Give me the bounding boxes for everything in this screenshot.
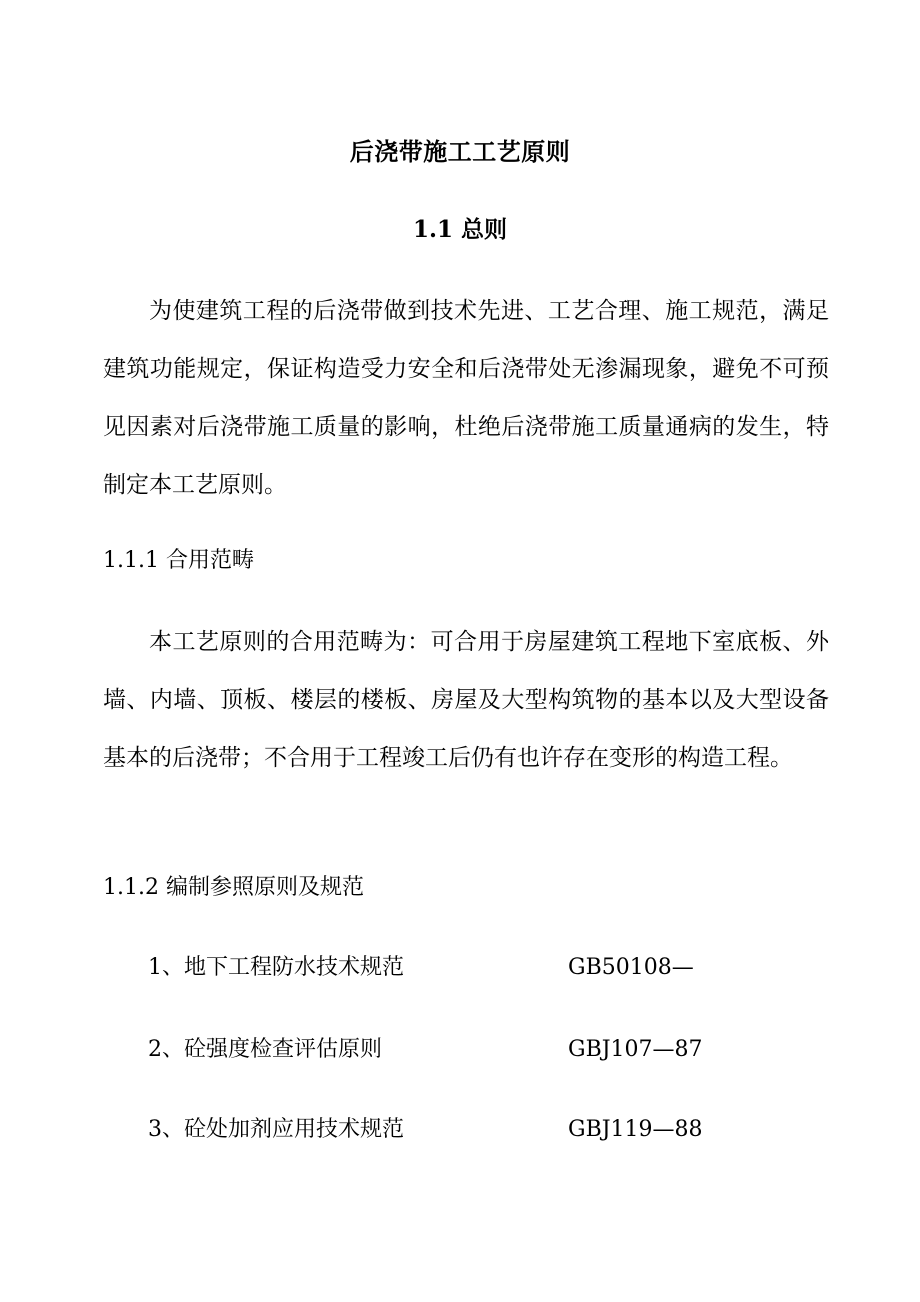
reference-name: 1、地下工程防水技术规范 [148, 955, 404, 980]
reference-name: 3、砼处加剂应用技术规范 [148, 1117, 404, 1142]
scope-paragraph: 本工艺原则的合用范畴为：可合用于房屋建筑工程地下室底板、外墙、内墙、顶板、楼层的楼板、房屋及大型构筑物的基本以及大型设备基本的后浇带；不合用于工程竣工后仍有也许存在变形的构造工程。 [103, 629, 829, 771]
reference-code: GBJ107—87 [568, 1037, 703, 1062]
reference-code: GB50108— [568, 955, 694, 980]
reference-name: 2、砼强度检查评估原则 [148, 1037, 382, 1062]
intro-paragraph: 为使建筑工程的后浇带做到技术先进、工艺合理、施工规范，满足建筑功能规定，保证构造受力安全和后浇带处无渗漏现象，避免不可预见因素对后浇带施工质量的影响，杜绝后浇带施工质量通病的发生，特制定本工艺原则。 [103, 298, 829, 498]
document-title: 后浇带施工工艺原则 [349, 137, 571, 166]
subsection-heading-references: 1.1.2 编制参照原则及规范 [103, 875, 364, 900]
reference-item [148, 950, 788, 986]
reference-code: GBJ119—88 [568, 1117, 703, 1142]
subsection-heading-scope: 1.1.1 合用范畴 [103, 548, 254, 573]
reference-item [148, 1112, 788, 1148]
section-title: 1.1 总则 [412, 216, 508, 243]
reference-item [148, 1032, 788, 1068]
